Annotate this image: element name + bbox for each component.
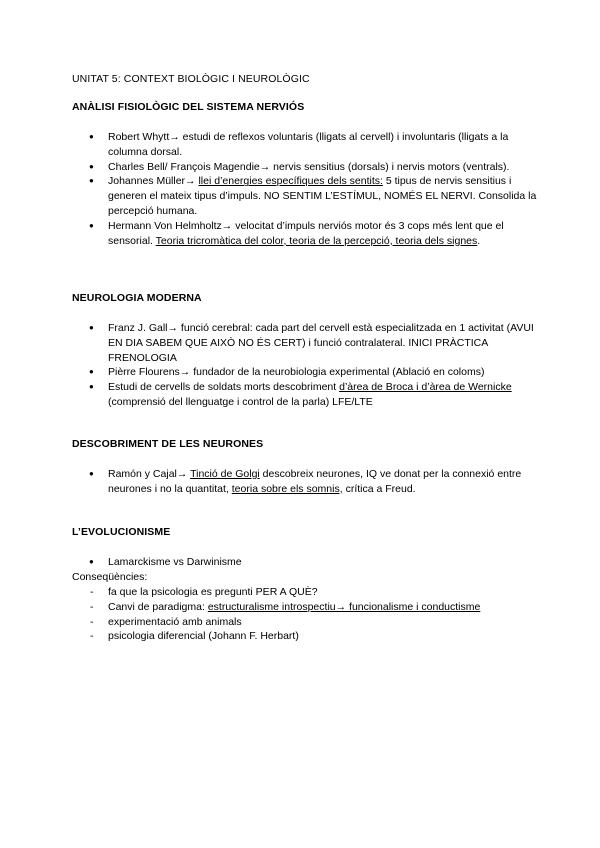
page-title: UNITAT 5: CONTEXT BIOLÒGIC I NEUROLÒGIC	[72, 73, 310, 85]
underlined-term: estructuralisme introspectiu→ funcionalisme i conductisme	[207, 600, 481, 613]
underlined-term: Tinció de Golgi	[190, 468, 260, 480]
underlined-term: Teoria tricromàtica del color, teoria de la percepció, teoria dels signes	[155, 234, 478, 247]
list-item: ● Hermann Von Helmholtz→ velocitat d’impuls nerviós motor és 3 cops més lent que el sensorial. Teoria tricromàtica del color, teoria de la percepció, teoria dels signes.	[72, 219, 542, 249]
consequences-list	[72, 585, 542, 644]
section-heading-evolucionisme: L’EVOLUCIONISME	[72, 526, 171, 538]
section-heading-neurologia: NEUROLOGIA MODERNA	[72, 292, 202, 304]
bullet-list-neurones	[72, 467, 542, 497]
list-item: - psicologia diferencial (Johann F. Herbart)	[72, 629, 542, 644]
list-item: ● Franz J. Gall→ funció cerebral: cada part del cervell està especialitzada en 1 activitat (AVUI EN DIA SABEM QUE AIXÒ NO ÉS CERT) i funció contralateral. INICI PRÀCTICA FRENOLOGIA	[72, 321, 542, 365]
list-item: ● Pièrre Flourens→ fundador de la neurobiologia experimental (Ablació en coloms)	[72, 365, 542, 380]
list-item: ● Johannes Müller→ llei d’energies específiques dels sentits: 5 tipus de nervis sensitius i generen el mateix tipus d’impuls. NO SENTIM L’ESTÍMUL, NOMÉS EL NERVI. Consolida la percepció humana.	[72, 174, 542, 218]
underlined-term: teoria sobre els somnis,	[231, 482, 343, 495]
bullet-list-neurologia	[72, 321, 542, 410]
bullet-list-evolucionisme	[72, 555, 542, 570]
list-item: - Canvi de paradigma: estructuralisme introspectiu→ funcionalisme i conductisme	[72, 600, 542, 615]
list-item: ● Charles Bell/ François Magendie→ nervis sensitius (dorsals) i nervis motors (ventrals).	[72, 160, 542, 175]
underlined-term: llei d’energies específiques dels sentits:	[198, 175, 383, 188]
list-item: ● Ramón y Cajal→ Tinció de Golgi descobreix neurones, IQ ve donat per la connexió entre neurones i no la quantitat, teoria sobre els somnis, crítica a Freud.	[72, 467, 542, 497]
underlined-term: d’àrea de Broca i d’àrea de Wernicke	[339, 381, 512, 394]
bullet-list-analisi	[72, 130, 542, 248]
consequences-label: Conseqüències:	[72, 571, 148, 583]
list-item: ● Robert Whytt→ estudi de reflexos voluntaris (lligats al cervell) i involuntaris (lligats a la columna dorsal.	[72, 130, 542, 160]
section-heading-analisi: ANÀLISI FISIOLÒGIC DEL SISTEMA NERVIÓS	[72, 101, 305, 113]
section-heading-neurones: DESCOBRIMENT DE LES NEURONES	[72, 438, 264, 450]
list-item: ● Lamarckisme vs Darwinisme	[72, 555, 542, 570]
list-item: - experimentació amb animals	[72, 615, 542, 630]
list-item: - fa que la psicologia es pregunti PER A QUÈ?	[72, 585, 542, 600]
list-item: ● Estudi de cervells de soldats morts descobriment d’àrea de Broca i d’àrea de Wernicke (comprensió del llenguatge i control de la parla) LFE/LTE	[72, 380, 542, 410]
